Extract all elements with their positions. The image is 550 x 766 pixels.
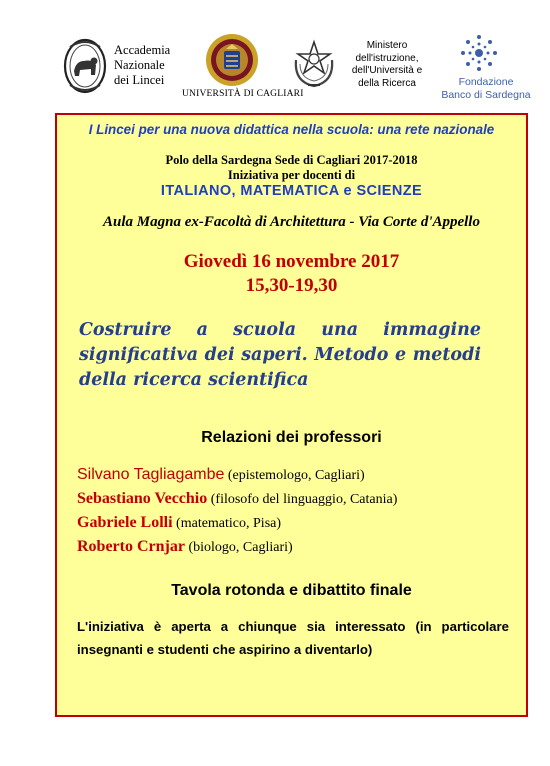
topic-title: Costruire a scuola una immagine significativa dei saperi. Metodo e metodi della ricerca scientifica	[79, 320, 481, 390]
speaker-name: Roberto Crnjar	[77, 538, 185, 555]
logo-header	[0, 0, 550, 110]
speaker-name: Gabriele Lolli	[77, 514, 173, 531]
miur-line-3: dell'Università e	[351, 65, 423, 76]
lynx-emblem-icon	[62, 37, 108, 95]
event-time: 15,30-19,30	[245, 275, 338, 296]
speaker-item	[77, 514, 281, 532]
italian-republic-emblem-icon	[292, 38, 336, 90]
speaker-role: (biologo, Cagliari)	[188, 540, 293, 555]
round-table-heading: Tavola rotonda e dibattito finale	[171, 582, 412, 599]
subjects-line: ITALIANO, MATEMATICA e SCIENZE	[160, 183, 423, 199]
open-access-note: L'iniziativa è aperta a chiunque sia interessato (in particolare insegnanti e studenti che aspirino a diventarlo)	[77, 619, 509, 657]
speaker-name: Silvano Tagliagambe	[77, 466, 225, 483]
lincei-line-3: dei Lincei	[114, 73, 165, 87]
fondazione-logo	[430, 32, 540, 104]
speaker-item	[77, 490, 397, 508]
poster-box	[55, 113, 528, 717]
speaker-item	[77, 538, 293, 556]
speaker-role: (matematico, Pisa)	[176, 516, 282, 531]
relazioni-heading: Relazioni dei professori	[201, 429, 382, 446]
lincei-logo	[62, 35, 182, 105]
event-date: Giovedì 16 novembre 2017	[183, 251, 400, 272]
lincei-line-1: Accademia	[114, 43, 171, 57]
speaker-role: (filosofo del linguaggio, Catania)	[210, 492, 398, 507]
miur-logo	[292, 36, 432, 106]
venue-line: Aula Magna ex-Facoltà di Architettura - Via Corte d'Appello	[103, 214, 480, 230]
fondazione-line-2: Banco di Sardegna	[441, 88, 531, 101]
miur-line-1: Ministero	[366, 40, 408, 51]
speaker-item	[77, 466, 365, 484]
speaker-role: (epistemologo, Cagliari)	[227, 468, 365, 483]
series-title: I Lincei per una nuova didattica nella scuola: una rete nazionale	[88, 122, 495, 137]
cagliari-logo	[182, 32, 304, 102]
cagliari-name: UNIVERSITÀ DI CAGLIARI	[182, 89, 304, 99]
initiative-line: Iniziativa per docenti di	[227, 168, 356, 182]
speaker-name: Sebastiano Vecchio	[77, 490, 208, 507]
polo-line: Polo della Sardegna Sede di Cagliari 2017-2018	[165, 153, 418, 167]
fondazione-star-icon	[458, 32, 500, 74]
fondazione-line-1: Fondazione	[458, 76, 514, 88]
miur-line-4: della Ricerca	[358, 77, 416, 89]
university-seal-icon	[204, 32, 260, 88]
miur-line-2: dell'istruzione,	[355, 52, 419, 64]
lincei-line-2: Nazionale	[114, 58, 165, 72]
